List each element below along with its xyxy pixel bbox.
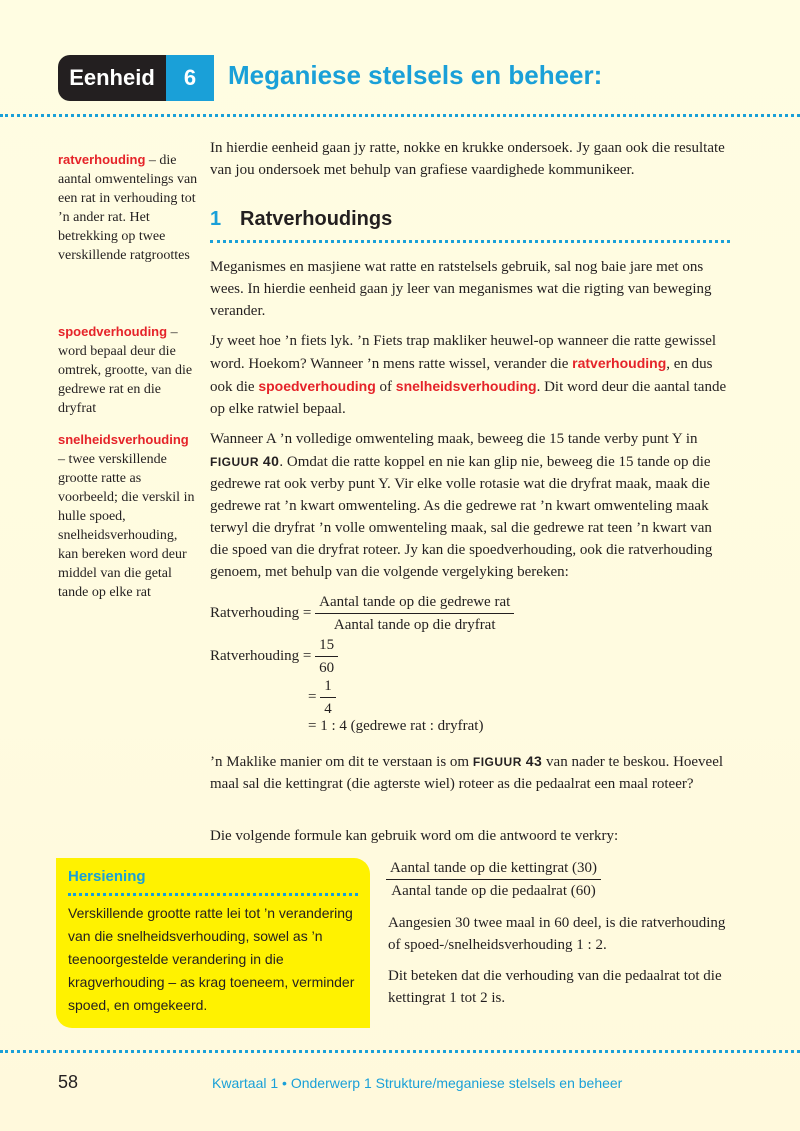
equation-lhs: = — [308, 689, 317, 705]
term-ratverhouding: ratverhouding — [572, 355, 667, 371]
term-spoedverhouding: spoedverhouding — [258, 378, 376, 394]
intro-paragraph: In hierdie eenheid gaan jy ratte, nokke en krukke ondersoek. Jy gaan ook die resultate van jou ondersoek met behulp van grafiese vaardighede kommunikeer. — [210, 140, 725, 178]
revision-title: Hersiening — [68, 868, 146, 885]
revision-text: Verskillende grootte ratte lei tot ’n verandering van die snelheidsverhouding, sowel as ’n teenoorgestelde verandering in die kragverhouding – as krag toeneem, verminder spoed, en omgekeerd. — [68, 905, 355, 1013]
section-number: 1 — [210, 208, 222, 230]
unit-label-badge — [58, 55, 166, 101]
section-title: Ratverhoudings — [240, 208, 393, 230]
equation-2 — [210, 635, 338, 678]
unit-number-badge — [166, 55, 214, 101]
glossary-entry-spoedverhouding — [58, 322, 198, 418]
equation-4: = 1 : 4 (gedrewe rat : dryfrat) — [308, 718, 484, 734]
page-title: Meganiese stelsels en beheer: — [228, 60, 603, 90]
glossary-term: spoedverhouding — [58, 324, 168, 339]
paragraph-4: ’n Maklike manier om dit te verstaan is om FIGUUR 43 van nader te beskou. Hoeveel maal sal die kettingrat (die agterste wiel) roteer as die pedaalrat een maal roteer? — [210, 753, 724, 792]
fraction: $\frac{\text{Aantal tande op die gedrewe rat}}{\text{Aantal tande op die dryfrat}}$ — [315, 592, 514, 635]
fraction: $\frac{1}{4}$ — [320, 676, 336, 719]
paragraph-7: Dit beteken dat die verhouding van die pedaalrat tot die kettingrat 1 tot 2 is. — [388, 968, 722, 1006]
equation-lhs: Ratverhouding = — [210, 605, 312, 621]
equation-5 — [386, 858, 601, 901]
glossary-term: snelheidsverhouding — [58, 432, 189, 447]
glossary-term: ratverhouding — [58, 152, 146, 167]
header-divider — [0, 114, 800, 117]
glossary-entry-ratverhouding — [58, 150, 198, 265]
revision-divider — [68, 893, 358, 896]
footer-breadcrumb: Kwartaal 1 • Onderwerp 1 Strukture/meganiese stelsels en beheer — [212, 1075, 623, 1091]
equation-lhs: Ratverhouding = — [210, 648, 312, 664]
paragraph-6: Aangesien 30 twee maal in 60 deel, is die ratverhouding of spoed-/snelheidsverhouding 1 : 2. — [388, 915, 726, 953]
figure-reference-40: FIGUUR 40 — [210, 453, 280, 469]
section-divider — [210, 240, 730, 243]
paragraph-3: Wanneer A ’n volledige omwenteling maak, beweeg die 15 tande verby punt Y in FIGUUR 40. Omdat die ratte koppel en nie kan glip nie, beweeg die 15 tande op die gedrewe rat ook verby punt Y. Vir elke volle rotasie wat die dryfrat maak, maak die gedrewe rat ’n kwart omwenteling. As die gedrewe rat ’n kwart omwenteling maak terwyl die dryfrat ’n volle omwenteling maak, sal die gedrewe rat teen ’n kwart van die spoed van die dryfrat roteer. Jy kan die spoedverhouding, ook die ratverhouding genoem, met behulp van die volgende vergelyking bereken: — [210, 431, 713, 580]
term-snelheidsverhouding: snelheidsverhouding — [395, 378, 537, 394]
unit-number: 6 — [183, 65, 197, 90]
footer-divider — [0, 1050, 800, 1053]
fraction: $\frac{\text{Aantal tande op die kettingrat (30)}}{\text{Aantal tande op die pedaalrat (60)}}$ — [386, 858, 601, 901]
glossary-definition: – twee verskillende grootte ratte as voorbeeld; die verskil in hulle spoed, snelheidsverhouding, kan bereken word deur middel van die getal tande op elke rat — [58, 452, 195, 600]
equation-3 — [308, 676, 336, 719]
fraction: $\frac{15}{60}$ — [315, 635, 338, 678]
glossary-entry-snelheidsverhouding — [58, 430, 198, 602]
figure-reference-43: FIGUUR 43 — [472, 753, 543, 769]
glossary-definition: – die aantal omwentelings van een rat in verhouding tot ’n ander rat. Het betrekking op twee verskillende ratgroottes — [58, 153, 198, 263]
page-number: 58 — [58, 1072, 79, 1092]
paragraph-5: Die volgende formule kan gebruik word om die antwoord te verkry: — [210, 828, 619, 844]
paragraph-2: Jy weet hoe ’n fiets lyk. ’n Fiets trap makliker heuwel-op wanneer die ratte gewissel word. Hoekom? Wanneer ’n mens ratte wissel, verander die ratverhouding, en dus ook die spoedverhouding of snelheidsverhouding. Dit word deur die aantal tande op elke ratwiel bepaal. — [210, 333, 727, 417]
unit-label: Eenheid — [69, 65, 155, 90]
paragraph-1: Meganismes en masjiene wat ratte en ratstelsels gebruik, sal nog baie jare met ons wees. In hierdie eenheid gaan jy leer van meganismes wat die rigting van beweging verander. — [210, 259, 712, 319]
glossary-definition: – word bepaal deur die omtrek, grootte, van die gedrewe rat en die dryfrat — [58, 325, 193, 416]
equation-1 — [210, 592, 514, 635]
